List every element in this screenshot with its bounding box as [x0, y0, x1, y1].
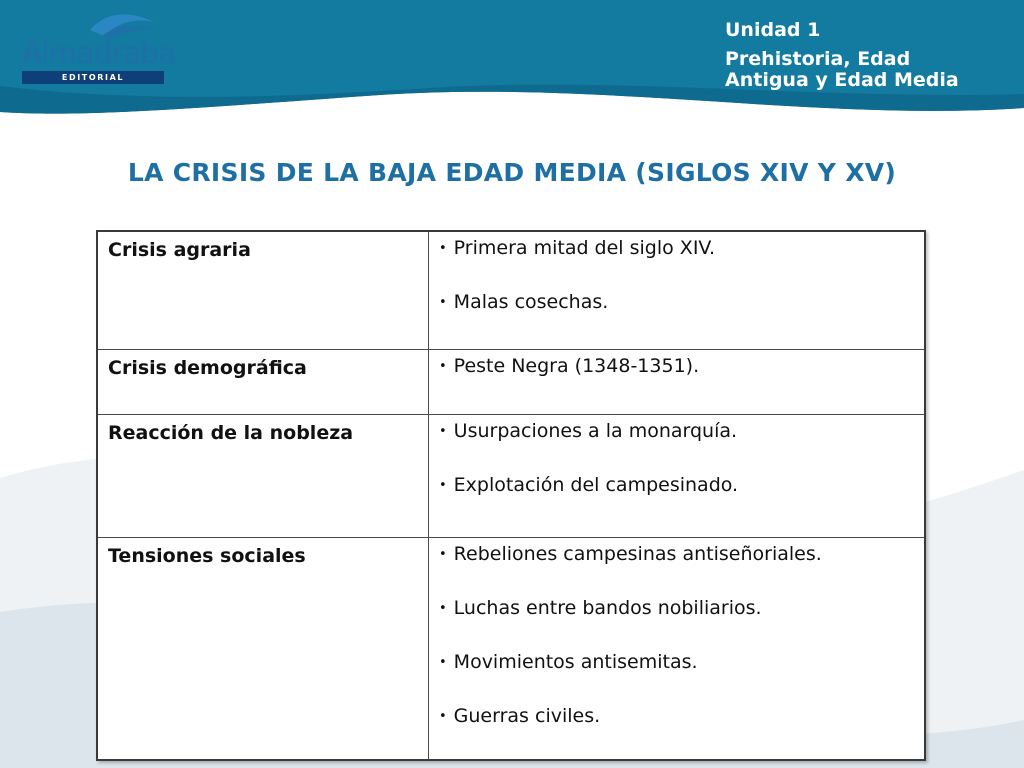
- bullet-item: [439, 597, 914, 651]
- row-label: Tensiones sociales: [97, 538, 429, 761]
- bullet-icon: •: [439, 655, 447, 670]
- crisis-summary-table: [96, 230, 926, 761]
- publisher-logo: [20, 8, 176, 82]
- table-row: [97, 231, 925, 350]
- bullet-icon: •: [439, 478, 447, 493]
- table-row: [97, 538, 925, 761]
- bullet-text: Rebeliones campesinas antiseñoriales.: [453, 543, 822, 565]
- row-points: [429, 415, 926, 538]
- row-label: Reacción de la nobleza: [97, 415, 429, 538]
- row-points: [429, 231, 926, 350]
- bullet-icon: •: [439, 424, 447, 439]
- bullet-icon: •: [439, 359, 447, 374]
- bullet-item: [439, 705, 914, 759]
- unit-subtitle: [725, 49, 959, 91]
- row-label: Crisis agraria: [97, 231, 429, 350]
- logo-wordmark: Almadraba: [22, 36, 176, 70]
- bullet-text: Luchas entre bandos nobiliarios.: [453, 597, 762, 619]
- bullet-item: [439, 474, 914, 528]
- bullet-text: Explotación del campesinado.: [453, 474, 739, 496]
- table-row: [97, 415, 925, 538]
- bullet-icon: •: [439, 601, 447, 616]
- logo-tagline: EDITORIAL: [22, 71, 164, 84]
- bullet-icon: •: [439, 241, 447, 256]
- row-points: [429, 350, 926, 415]
- bullet-item: [439, 651, 914, 705]
- table-row: [97, 350, 925, 415]
- bullet-icon: •: [439, 547, 447, 562]
- wave-icon: [88, 8, 158, 38]
- bullet-text: Usurpaciones a la monarquía.: [453, 420, 738, 442]
- bullet-item: [439, 420, 914, 474]
- bullet-item: [439, 291, 914, 345]
- unit-label: Unidad 1: [725, 19, 821, 41]
- bullet-text: Movimientos antisemitas.: [453, 651, 698, 673]
- bullet-icon: •: [439, 709, 447, 724]
- row-label: Crisis demográfica: [97, 350, 429, 415]
- unit-info: [725, 18, 959, 91]
- bullet-item: [439, 543, 914, 597]
- bullet-text: Guerras civiles.: [453, 705, 601, 727]
- unit-subtitle-line2: Antigua y Edad Media: [725, 69, 959, 91]
- bullet-item: [439, 237, 914, 291]
- bullet-text: Peste Negra (1348-1351).: [453, 355, 700, 377]
- row-points: [429, 538, 926, 761]
- bullet-icon: •: [439, 295, 447, 310]
- bullet-text: Malas cosechas.: [453, 291, 609, 313]
- bullet-text: Primera mitad del siglo XIV.: [453, 237, 716, 259]
- page-title: LA CRISIS DE LA BAJA EDAD MEDIA (SIGLOS XIV Y XV): [127, 158, 897, 187]
- unit-subtitle-line1: Prehistoria, Edad: [725, 48, 911, 70]
- bullet-item: [439, 355, 914, 409]
